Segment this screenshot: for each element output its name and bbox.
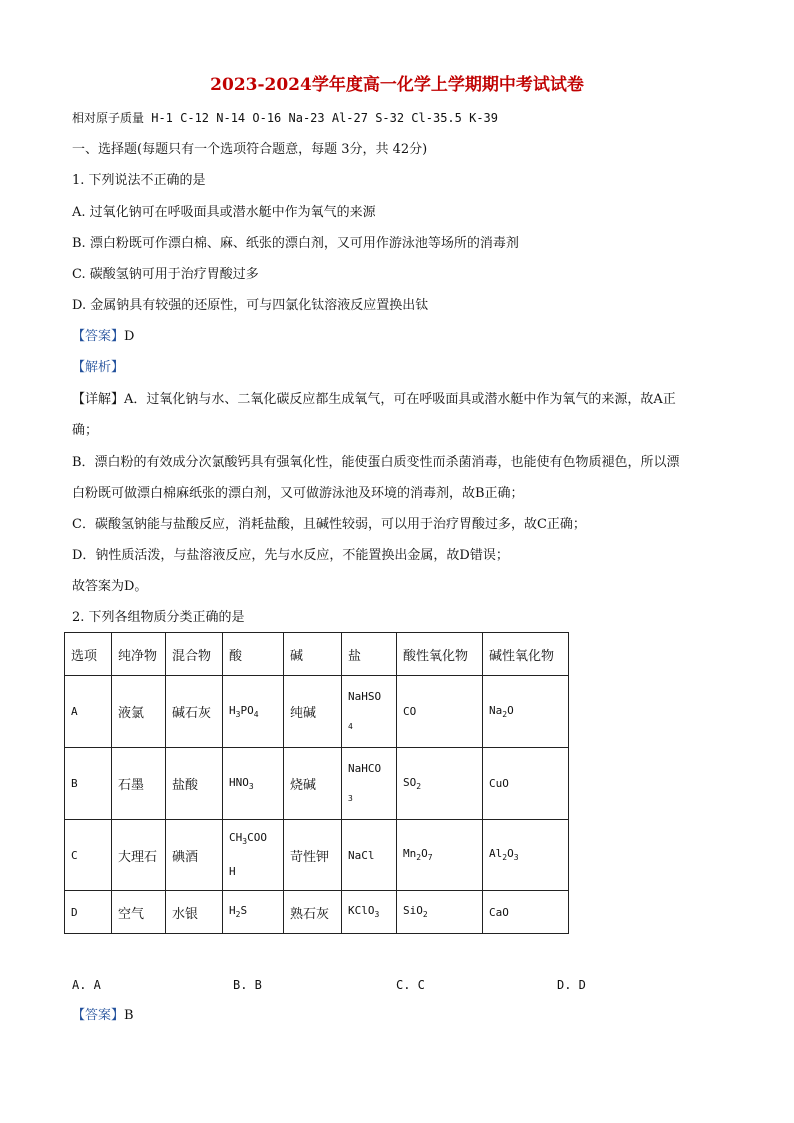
table-row (65, 676, 569, 748)
q2-choice-c: C. C (396, 978, 425, 992)
pure-cell: 液氯 (112, 676, 166, 748)
base-cell: 烧碱 (284, 748, 342, 820)
table-row (65, 891, 569, 934)
salt-cell: NaHSO 4 (342, 676, 397, 748)
q2-answer (72, 1008, 134, 1024)
answer-tag: 【答案】 (72, 1008, 125, 1023)
header-cell: 碱 (284, 633, 342, 676)
answer-value: D (124, 329, 135, 344)
option-cell: D (65, 891, 112, 934)
mixture-cell: 碱石灰 (166, 676, 223, 748)
page-title: 2023-2024学年度高一化学上学期期中考试试卷 (210, 75, 584, 95)
option-cell: B (65, 748, 112, 820)
q2-choice-a: A. A (72, 978, 101, 992)
salt-cell: NaHCO 3 (342, 748, 397, 820)
header-cell: 碱性氧化物 (483, 633, 569, 676)
acidic-oxide-cell: SiO$_2$ (397, 891, 483, 934)
header-cell: 纯净物 (112, 633, 166, 676)
header-cell: 混合物 (166, 633, 223, 676)
answer-tag: 【答案】 (72, 329, 125, 344)
q1-detail-line-6: D．钠性质活泼，与盐溶液反应，先与水反应，不能置换出金属，故D错误； (72, 548, 509, 563)
mixture-cell: 碘酒 (166, 820, 223, 891)
detail-text: A．过氧化钠与水、二氧化碳反应都生成氧气，可在呼吸面具或潜水艇中作为氧气的来源，故A正 (124, 392, 676, 407)
classification-table (64, 632, 569, 934)
option-cell: C (65, 820, 112, 891)
base-cell: 熟石灰 (284, 891, 342, 934)
pure-cell: 大理石 (112, 820, 166, 891)
mixture-cell: 盐酸 (166, 748, 223, 820)
option-cell: A (65, 676, 112, 748)
header-cell: 盐 (342, 633, 397, 676)
table-row (65, 820, 569, 891)
table-row (65, 748, 569, 820)
basic-oxide-cell: $Al_2O_3$ (483, 820, 569, 891)
section-heading: 一、选择题(每题只有一个选项符合题意，每题 3分，共 42分) (72, 142, 428, 157)
basic-oxide-cell: CaO (483, 891, 569, 934)
acid-cell: $H_3PO_4$ (223, 676, 284, 748)
q1-option-b: B. 漂白粉既可作漂白棉、麻、纸张的漂白剂，又可用作游泳池等场所的消毒剂 (72, 236, 519, 251)
salt-cell: KClO$_3$ (342, 891, 397, 934)
analysis-tag: 【解析】 (72, 360, 125, 375)
acidic-oxide-cell: CO (397, 676, 483, 748)
q1-answer (72, 329, 134, 345)
q1-detail-line-7: 故答案为D。 (72, 579, 148, 594)
pure-cell: 空气 (112, 891, 166, 934)
question-2-stem: 2. 下列各组物质分类正确的是 (72, 610, 245, 625)
table-header-row (65, 633, 569, 676)
header-cell: 选项 (65, 633, 112, 676)
acid-cell: $HNO_3$ (223, 748, 284, 820)
acidic-oxide-cell: $Mn_2O_7$ (397, 820, 483, 891)
q1-option-c: C. 碳酸氢钠可用于治疗胃酸过多 (72, 267, 259, 282)
acidic-oxide-cell: $SO_2$ (397, 748, 483, 820)
q1-detail-line-5: C．碳酸氢钠能与盐酸反应，消耗盐酸，且碱性较弱，可以用于治疗胃酸过多，故C正确； (72, 517, 586, 532)
salt-cell: NaCl (342, 820, 397, 891)
q2-choice-b: B. B (233, 978, 262, 992)
basic-oxide-cell: CuO (483, 748, 569, 820)
q1-option-a: A. 过氧化钠可在呼吸面具或潜水艇中作为氧气的来源 (72, 205, 376, 220)
acid-cell: $H_2S$ (223, 891, 284, 934)
answer-value: B (124, 1008, 134, 1023)
q1-detail-line-4: 白粉既可做漂白棉麻纸张的漂白剂，又可做游泳池及环境的消毒剂，故B正确； (72, 486, 524, 501)
q1-detail-line-2: 确； (72, 423, 99, 438)
q1-option-d: D. 金属钠具有较强的还原性，可与四氯化钛溶液反应置换出钛 (72, 298, 429, 313)
q1-analysis-tag (72, 360, 124, 376)
mixture-cell: 水银 (166, 891, 223, 934)
header-cell: 酸 (223, 633, 284, 676)
acid-cell: $CH_3COO$ H (223, 820, 284, 891)
base-cell: 纯碱 (284, 676, 342, 748)
detail-tag: 【详解】 (72, 392, 125, 407)
header-cell: 酸性氧化物 (397, 633, 483, 676)
q2-choice-d: D. D (557, 978, 586, 992)
basic-oxide-cell: $Na_2O$ (483, 676, 569, 748)
base-cell: 苛性钾 (284, 820, 342, 891)
atomic-masses: 相对原子质量 H-1 C-12 N-14 O-16 Na-23 Al-27 S-32 Cl-35.5 K-39 (72, 111, 499, 125)
question-1-stem: 1. 下列说法不正确的是 (72, 173, 206, 188)
pure-cell: 石墨 (112, 748, 166, 820)
q1-detail-line-1 (72, 392, 724, 408)
q1-detail-line-3: B．漂白粉的有效成分次氯酸钙具有强氧化性，能使蛋白质变性而杀菌消毒，也能使有色物质褪色，所以漂 (72, 455, 680, 470)
